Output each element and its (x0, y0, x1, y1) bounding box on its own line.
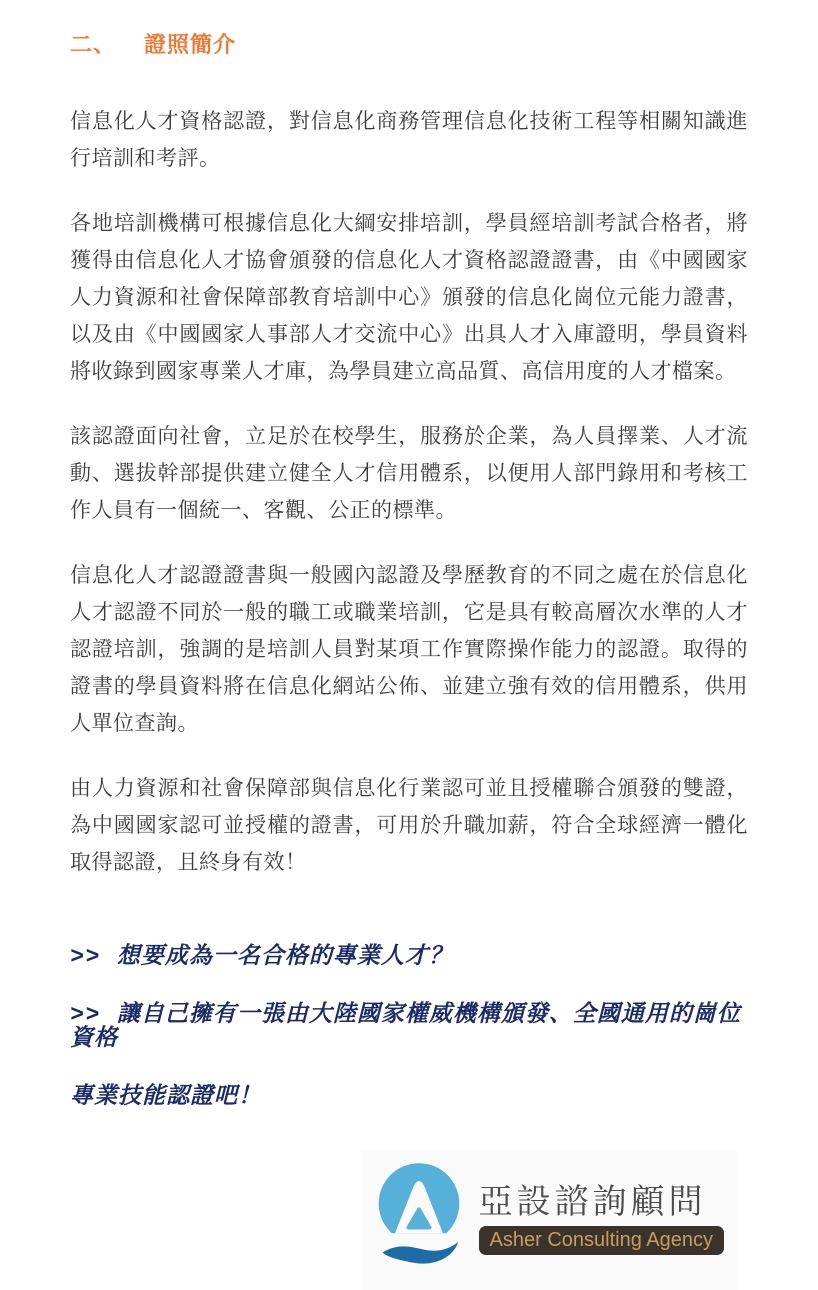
intro-paragraph: 信息化人才資格認證，對信息化商務管理信息化技術工程等相關知識進行培訓和考評。 (70, 110, 748, 170)
logo-text (479, 1182, 724, 1255)
section-title: 證照簡介 (144, 32, 237, 57)
section-heading (70, 28, 748, 59)
section-number: 二、 (70, 32, 117, 57)
double-arrow-icon: >> (70, 1000, 101, 1026)
logo-name-english-badge: Asher Consulting Agency (479, 1226, 724, 1255)
company-logo (363, 1151, 738, 1290)
cta-text: 專業技能認證吧！ (70, 1082, 262, 1108)
difference-paragraph: 信息化人才認證證書與一般國內認證及學歷教育的不同之處在於信息化人才認證不同於一般的職工或職業培訓，它是具有較高層次水準的人才認證培訓，強調的是培訓人員對某項工作實際操作能力的認證。取得的證書的學員資料將在信息化網站公佈、並建立強有效的信用體系，供用人單位查詢。 (70, 564, 748, 735)
cta-text: 想要成為一名合格的專業人才？ (116, 942, 453, 968)
cta-line-2 (70, 1001, 748, 1049)
cta-line-1 (70, 943, 748, 967)
cta-line-3 (70, 1083, 748, 1107)
arch-a-wave-logo-icon (371, 1163, 467, 1274)
training-paragraph: 各地培訓機構可根據信息化大綱安排培訓，學員經培訓考試合格者，將獲得由信息化人才協會頒發的信息化人才資格認證證書，由《中國國家人力資源和社會保障部教育培訓中心》頒發的信息化崗位元能力證書，以及由《中國國家人事部人才交流中心》出具人才入庫證明，學員資料將收錄到國家專業人才庫，為學員建立高品質、高信用度的人才檔案。 (70, 212, 748, 383)
logo-name-chinese: 亞設諮詢顧問 (478, 1183, 707, 1221)
purpose-paragraph: 該認證面向社會，立足於在校學生，服務於企業，為人員擇業、人才流動、選拔幹部提供建立健全人才信用體系，以便用人部門錄用和考核工作人員有一個統一、客觀、公正的標準。 (70, 425, 748, 522)
double-arrow-icon: >> (70, 942, 101, 968)
dual-cert-paragraph: 由人力資源和社會保障部與信息化行業認可並且授權聯合頒發的雙證，為中國國家認可並授權的證書，可用於升職加薪，符合全球經濟一體化取得認證，且終身有效！ (70, 777, 748, 874)
cta-text: 讓自己擁有一張由大陸國家權威機構頒發、全國通用的崗位資格 (70, 1000, 741, 1050)
call-to-action (70, 943, 748, 1107)
